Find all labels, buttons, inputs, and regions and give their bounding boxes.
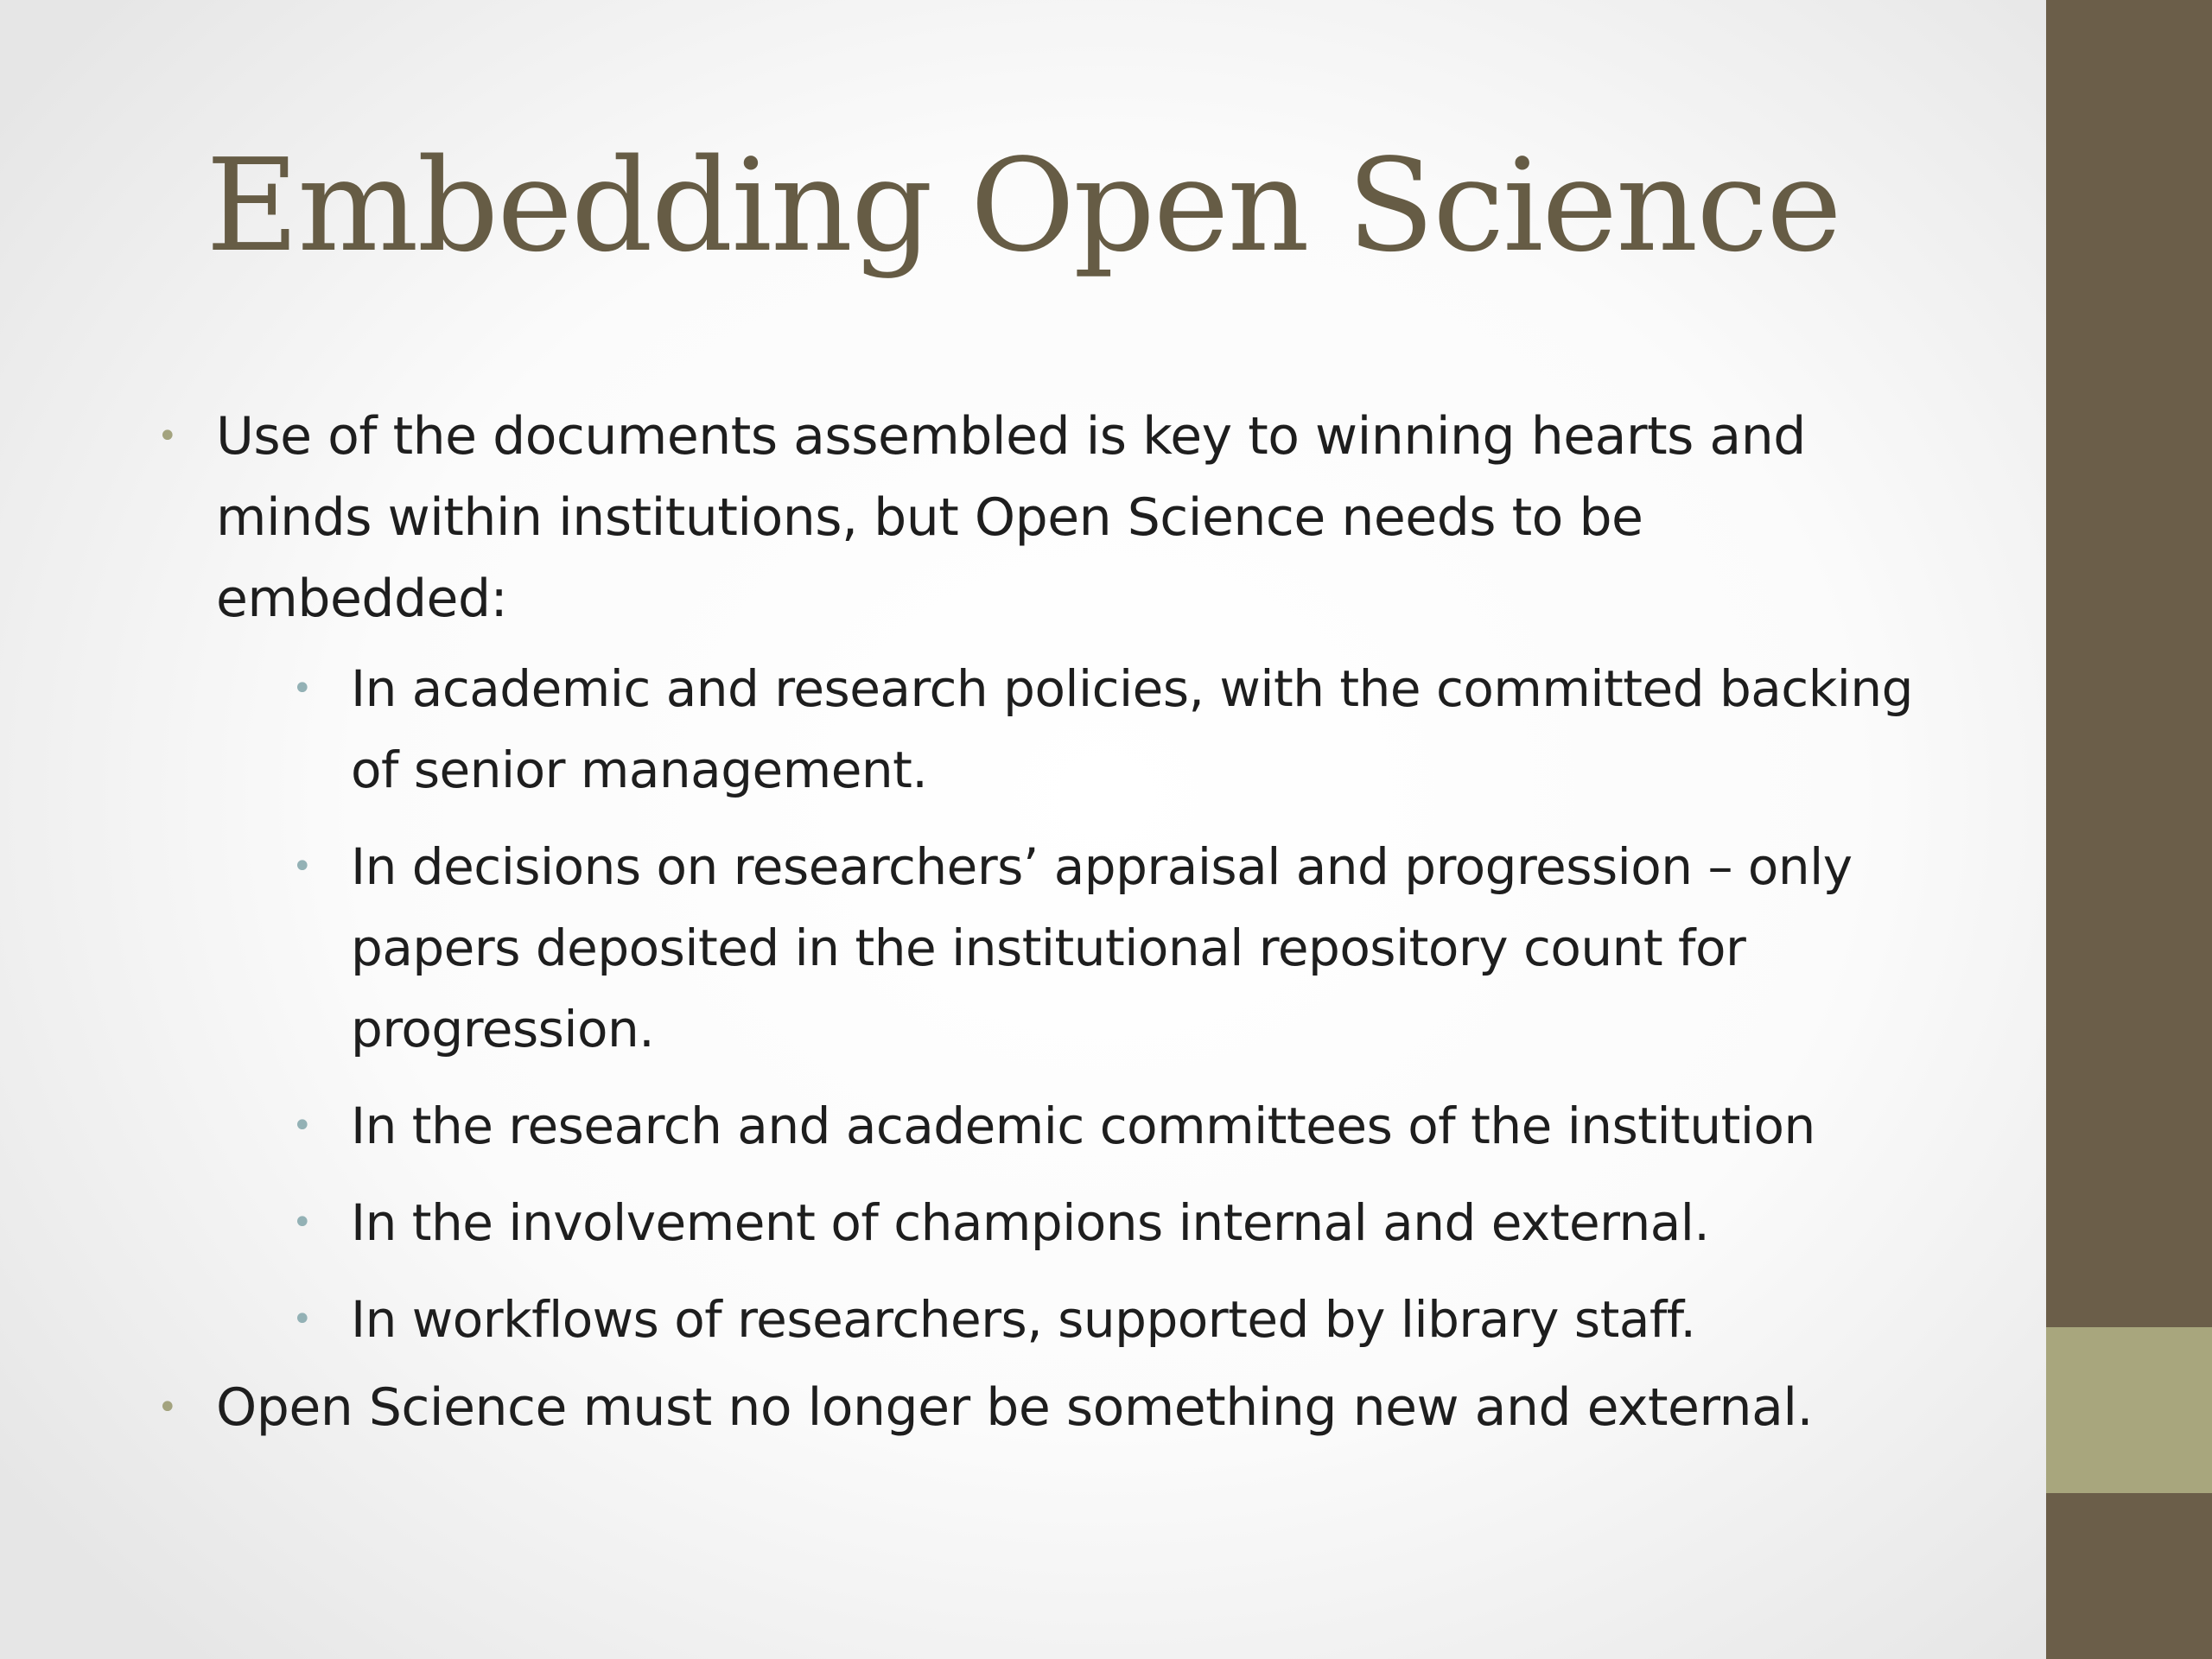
sub-bullet-text: In workflows of researchers, supported by library staff. [351, 1290, 1696, 1349]
bullet-dot-icon: • [157, 416, 178, 456]
sub-bullet-dot-icon: • [292, 669, 313, 709]
bullet-list [152, 396, 1932, 1448]
sub-bullet-text: In academic and research policies, with the committed backing of senior management. [351, 659, 1913, 799]
sub-bullet-dot-icon: • [292, 1300, 313, 1339]
sub-bullet-item [287, 648, 1932, 810]
sub-bullet-item [287, 826, 1932, 1070]
sub-bullet-text: In the research and academic committees of the institution [351, 1096, 1815, 1155]
sub-bullet-dot-icon: • [292, 847, 313, 887]
bullet-item [152, 1367, 1932, 1448]
sub-bullet-list [216, 648, 1932, 1360]
bullet-text: Use of the documents assembled is key to winning hearts and minds within institutions, but Open Science needs to be embedded: [216, 406, 1806, 629]
bullet-dot-icon: • [157, 1388, 178, 1427]
sub-bullet-item [287, 1085, 1932, 1166]
sub-bullet-text: In decisions on researchers’ appraisal and progression – only papers deposited in the institutional repository count for progression. [351, 837, 1853, 1058]
side-accent-block [2046, 1327, 2212, 1493]
sub-bullet-item [287, 1279, 1932, 1360]
sub-bullet-dot-icon: • [292, 1203, 313, 1243]
bullet-item [152, 396, 1932, 1360]
bullet-text: Open Science must no longer be something new and external. [216, 1377, 1814, 1438]
sub-bullet-item [287, 1182, 1932, 1263]
sub-bullet-dot-icon: • [292, 1106, 313, 1146]
slide-title: Embedding Open Science [206, 131, 1840, 280]
sub-bullet-text: In the involvement of champions internal and external. [351, 1193, 1710, 1252]
